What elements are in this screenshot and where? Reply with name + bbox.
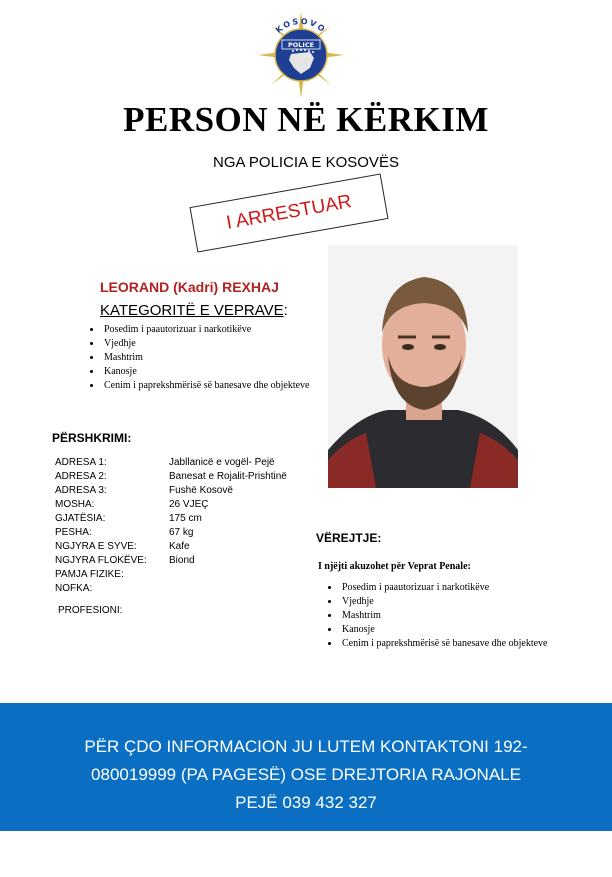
table-row bbox=[55, 471, 287, 485]
offense-item: • Vjedhje bbox=[102, 337, 332, 351]
svg-text:KOSOVO: KOSOVO bbox=[274, 16, 328, 35]
remarks-heading: VËREJTJE: bbox=[316, 531, 382, 545]
field-value: Banesat e Rojalit-Prishtinë bbox=[169, 471, 287, 482]
field-value: 175 cm bbox=[169, 513, 202, 524]
arrested-stamp bbox=[189, 174, 388, 253]
table-row bbox=[55, 485, 287, 499]
categories-heading bbox=[100, 302, 288, 319]
field-label: PAMJA FIZIKE: bbox=[55, 569, 124, 580]
stamp-text: I ARRESTUAR bbox=[224, 191, 354, 234]
field-label: GJATËSIA: bbox=[55, 513, 106, 524]
offense-list bbox=[80, 323, 332, 393]
page-subtitle: NGA POLICIA E KOSOVËS bbox=[213, 154, 399, 171]
footer-line: 080019999 (PA PAGESË) OSE DREJTORIA RAJONALE bbox=[91, 765, 521, 784]
field-value: Fushë Kosovë bbox=[169, 485, 233, 496]
remarks-subtitle: I njëjti akuzohet për Veprat Penale: bbox=[318, 561, 471, 572]
remarks-list bbox=[318, 581, 570, 651]
field-label: ADRESA 3: bbox=[55, 485, 107, 496]
footer-line: PEJË 039 432 327 bbox=[235, 793, 377, 812]
field-label: NOFKA: bbox=[55, 583, 93, 594]
field-label: ADRESA 1: bbox=[55, 457, 107, 468]
remark-item: • Vjedhje bbox=[340, 595, 570, 609]
remark-item: • Posedim i paautorizuar i narkotikëve bbox=[340, 581, 570, 595]
suspect-photo bbox=[328, 245, 518, 488]
field-value: Jabllanicë e vogël- Pejë bbox=[169, 457, 275, 468]
table-row bbox=[55, 499, 287, 513]
person-name: LEORAND (Kadri) REXHAJ bbox=[100, 279, 279, 295]
offense-item: • Cenim i paprekshmërisë së banesave dhe objekteve bbox=[102, 379, 332, 393]
table-row bbox=[55, 527, 287, 541]
field-value: 67 kg bbox=[169, 527, 194, 538]
offense-item: • Mashtrim bbox=[102, 351, 332, 365]
contact-footer bbox=[0, 703, 612, 831]
footer-line: PËR ÇDO INFORMACION JU LUTEM KONTAKTONI 192- bbox=[84, 737, 528, 756]
offense-item: • Posedim i paautorizuar i narkotikëve bbox=[102, 323, 332, 337]
field-label: MOSHA: bbox=[55, 499, 95, 510]
field-label: PESHA: bbox=[55, 527, 92, 538]
categories-colon: : bbox=[283, 302, 288, 319]
remark-item: • Mashtrim bbox=[340, 609, 570, 623]
svg-text:POLICE: POLICE bbox=[287, 41, 315, 49]
table-row bbox=[55, 513, 287, 527]
remark-item: • Cenim i paprekshmërisë së banesave dhe objekteve bbox=[340, 637, 570, 651]
description-table bbox=[55, 457, 287, 597]
page-title: PERSON NË KËRKIM bbox=[123, 100, 489, 139]
field-label: ADRESA 2: bbox=[55, 471, 107, 482]
field-value: 26 VJEÇ bbox=[169, 499, 209, 510]
profession-label: PROFESIONI: bbox=[58, 605, 123, 616]
field-label: NGJYRA E SYVE: bbox=[55, 541, 137, 552]
table-row bbox=[55, 541, 287, 555]
table-row bbox=[55, 569, 287, 583]
table-row bbox=[55, 555, 287, 569]
field-label: NGJYRA FLOKËVE: bbox=[55, 555, 147, 566]
kosovo-police-logo bbox=[258, 12, 344, 98]
field-value: Kafe bbox=[169, 541, 190, 552]
remark-item: • Kanosje bbox=[340, 623, 570, 637]
field-value bbox=[169, 583, 287, 597]
table-row bbox=[55, 457, 287, 471]
field-value: Biond bbox=[169, 555, 195, 566]
offense-item: • Kanosje bbox=[102, 365, 332, 379]
categories-label: KATEGORITË E VEPRAVE bbox=[100, 302, 284, 319]
description-heading: PËRSHKRIMI: bbox=[52, 431, 132, 445]
field-value bbox=[169, 569, 287, 583]
table-row bbox=[55, 583, 287, 597]
